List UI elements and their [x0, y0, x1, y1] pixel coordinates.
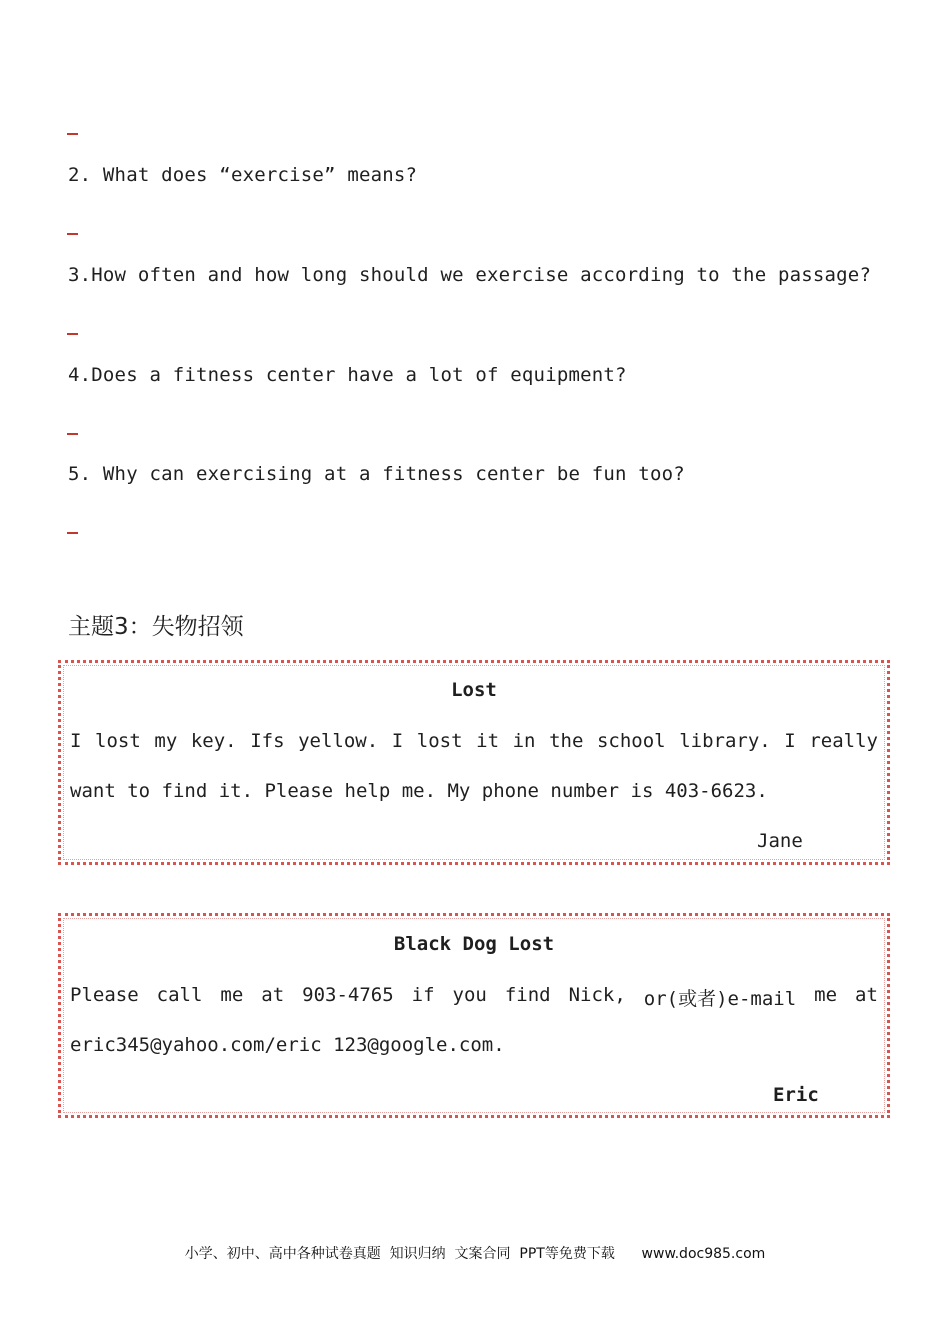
word: me — [220, 984, 244, 1006]
black-dog-notice-title: Black Dog Lost — [393, 933, 555, 955]
black-dog-notice-line-2: eric345@yahoo.com/eric 123@google.com. — [70, 1034, 505, 1056]
word: I — [70, 730, 82, 752]
word: me — [814, 984, 838, 1006]
word: Please — [70, 984, 139, 1006]
word: find — [504, 984, 551, 1006]
word: you — [452, 984, 487, 1006]
lost-notice-title: Lost — [451, 679, 497, 701]
section-title: 主题3：失物招领 — [68, 614, 244, 640]
question-5: 5. Why can exercising at a fitness center be fun too? — [68, 463, 685, 485]
word: in — [512, 730, 536, 752]
word: I — [784, 730, 796, 752]
lost-notice-box — [58, 660, 890, 865]
word: the — [549, 730, 584, 752]
word: Nick, — [568, 984, 626, 1006]
word: 903-4765 — [302, 984, 394, 1006]
answer-blank-5[interactable] — [67, 532, 78, 534]
word: at — [855, 984, 878, 1006]
word: library. — [679, 730, 771, 752]
answer-blank-1[interactable] — [67, 133, 78, 135]
word: it — [476, 730, 500, 752]
word: at — [261, 984, 285, 1006]
word: or(或者)e-mail — [643, 988, 797, 1010]
lost-notice-line-1 — [70, 730, 878, 752]
lost-notice-line-2: want to find it. Please help me. My phone number is 403-6623. — [70, 780, 768, 802]
answer-blank-3[interactable] — [67, 333, 78, 335]
word: key. — [190, 730, 237, 752]
word: Ifs — [250, 730, 285, 752]
answer-blank-4[interactable] — [67, 433, 78, 435]
word: if — [411, 984, 435, 1006]
word: lost — [416, 730, 463, 752]
word: really — [809, 730, 878, 752]
answer-blank-2[interactable] — [67, 233, 78, 235]
black-dog-notice-signature: Eric — [773, 1084, 819, 1106]
word: lost — [95, 730, 141, 752]
black-dog-notice-box — [58, 913, 890, 1118]
word: yellow. — [298, 730, 379, 752]
lost-notice-signature: Jane — [757, 830, 803, 852]
word: school — [596, 730, 666, 752]
black-dog-notice-line-1 — [70, 984, 878, 1011]
word: I — [391, 730, 404, 752]
question-4: 4.Does a fitness center have a lot of equipment? — [68, 364, 627, 386]
question-3: 3.How often and how long should we exercise according to the passage? — [68, 264, 872, 286]
word: my — [154, 730, 178, 752]
word: call — [156, 984, 203, 1006]
footer-text: 小学、初中、高中各种试卷真题 知识归纳 文案合同 PPT等免费下载 www.doc985.com — [184, 1246, 766, 1262]
question-2: 2. What does “exercise” means? — [68, 164, 418, 186]
